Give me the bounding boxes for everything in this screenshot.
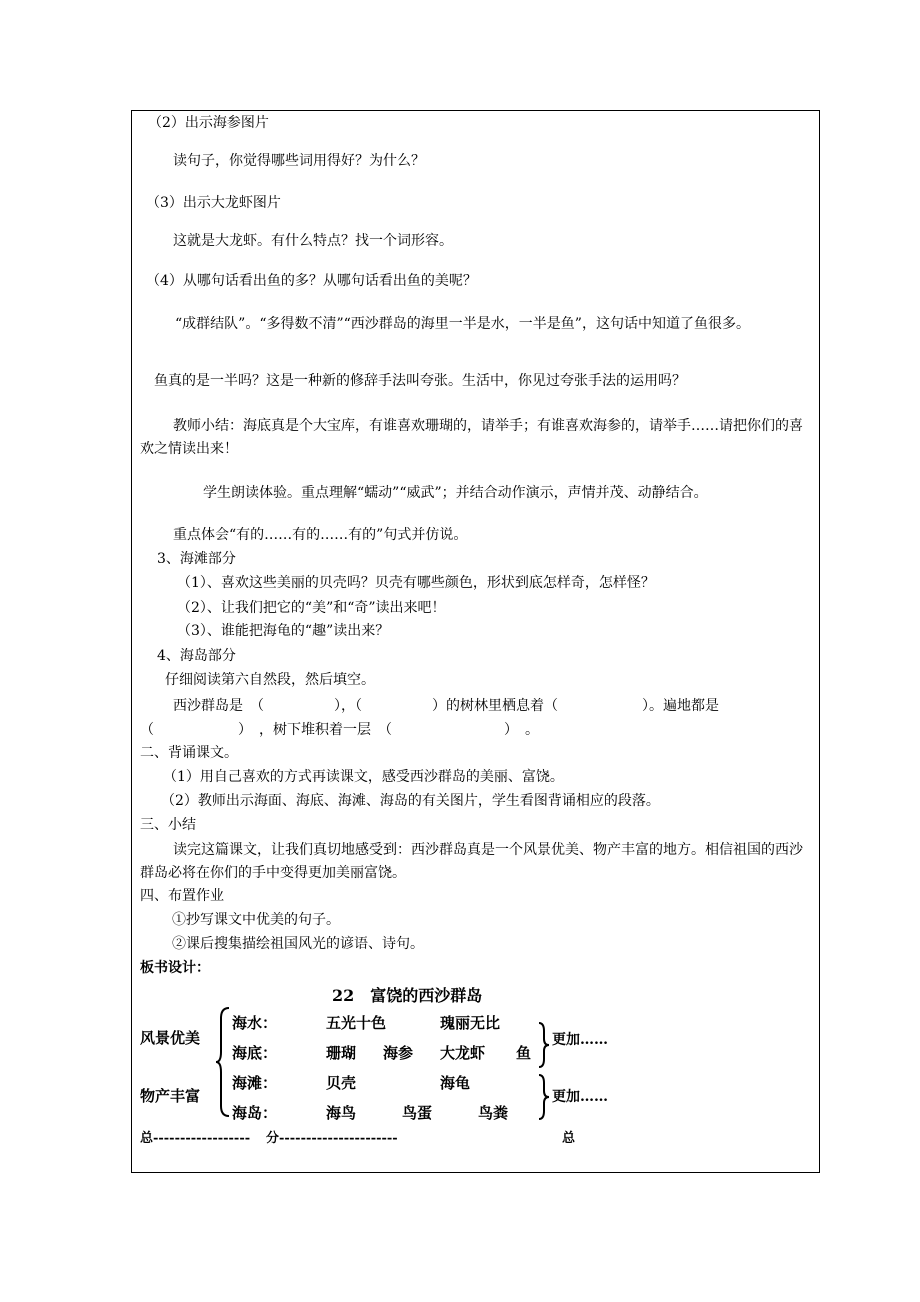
board-title: 22 富饶的西沙群岛 [332, 986, 483, 1005]
beach-q1: （1）、喜欢这些美丽的贝壳吗？贝壳有哪些颜色，形状到底怎样奇，怎样怪？ [177, 575, 655, 591]
right-brace-bottom-icon [537, 1073, 551, 1121]
recite-1: （1）用自己喜欢的方式再读课文，感受西沙群岛的美丽、富饶。 [163, 769, 564, 785]
step-lobster: （3）出示大龙虾图片 [146, 195, 281, 211]
footer-divide: 分---------------------- [266, 1131, 398, 1146]
homework-2: ②课后搜集描绘祖国风光的谚语、诗句。 [172, 936, 424, 952]
board-item: 海参 [383, 1044, 414, 1062]
board-left-scenery: 风景优美 [140, 1029, 201, 1047]
question-good-words: 读句子，你觉得哪些词用得好？为什么？ [173, 153, 425, 169]
board-right-more-bottom: 更加…… [552, 1089, 608, 1105]
beach-q3: （3）、谁能把海龟的“趣”读出来？ [177, 623, 390, 639]
board-item: 瑰丽无比 [440, 1014, 501, 1032]
lobster-describe: 这就是大龙虾。有什么特点？找一个词形容。 [173, 233, 453, 249]
section-summary: 三、小结 [140, 817, 196, 833]
fish-many: “成群结队”。“多得数不清”“西沙群岛的海里一半是水，一半是鱼”，这句话中知道了鱼很多。 [175, 316, 750, 332]
board-item: 海龟 [440, 1074, 471, 1092]
teacher-summary: 教师小结：海底真是个大宝库，有谁喜欢珊瑚的，请举手；有谁喜欢海参的，请举手……请把你们的喜欢之情读出来！ [140, 418, 803, 457]
board-item: 珊瑚 [326, 1044, 357, 1062]
board-row-label-seabed: 海底： [232, 1044, 278, 1062]
fill-in-blank: 西沙群岛是 （ ），（ ）的树林里栖息着（ ）。遍地都是 （ ） ，树下堆积着一层 （ ） 。 [140, 698, 733, 738]
board-row-label-beach: 海滩： [232, 1074, 278, 1092]
board-item: 海鸟 [326, 1104, 357, 1122]
step-fish: （4）从哪句话看出鱼的多？从哪句话看出鱼的美呢？ [146, 273, 477, 289]
board-item: 大龙虾 [440, 1044, 486, 1062]
board-item: 贝壳 [326, 1074, 357, 1092]
recite-2: （2）教师出示海面、海底、海滩、海岛的有关图片，学生看图背诵相应的段落。 [161, 793, 660, 809]
board-item: 鸟粪 [478, 1104, 509, 1122]
board-item: 鸟蛋 [402, 1104, 433, 1122]
left-brace-icon [214, 1006, 232, 1118]
board-right-more-top: 更加…… [552, 1032, 608, 1048]
step-sea-cucumber: （2）出示海参图片 [148, 115, 269, 131]
board-row-label-water: 海水： [232, 1014, 278, 1032]
section-recite: 二、背诵课文。 [140, 745, 238, 761]
beach-section: 3、海滩部分 [157, 551, 236, 567]
board-row-label-island: 海岛： [232, 1104, 278, 1122]
homework-1: ①抄写课文中优美的句子。 [172, 912, 340, 928]
board-left-products: 物产丰富 [140, 1087, 201, 1105]
read-paragraph: 仔细阅读第六自然段，然后填空。 [165, 672, 375, 688]
hyperbole-question: 鱼真的是一半吗？这是一种新的修辞手法叫夸张。生活中，你见过夸张手法的运用吗？ [154, 373, 686, 389]
beach-q2: （2）、让我们把它的“美”和“奇”读出来吧！ [177, 600, 446, 616]
footer-total-left: 总------------------ [140, 1131, 251, 1146]
student-reading: 学生朗读体验。重点理解“蠕动”“威武”；并结合动作演示，声情并茂、动静结合。 [203, 485, 708, 501]
sentence-pattern: 重点体会“有的……有的……有的”句式并仿说。 [173, 527, 468, 543]
footer-total-right: 总 [562, 1131, 576, 1146]
board-item: 五光十色 [326, 1014, 387, 1032]
summary-text: 读完这篇课文，让我们真切地感受到：西沙群岛真是一个风景优美、物产丰富的地方。相信祖国的西沙群岛必将在你们的手中变得更加美丽富饶。 [140, 842, 803, 881]
island-section: 4、海岛部分 [157, 648, 236, 664]
right-brace-top-icon [537, 1021, 551, 1069]
board-item: 鱼 [516, 1044, 532, 1062]
section-homework: 四、布置作业 [140, 888, 224, 904]
board-design-label: 板书设计： [140, 960, 210, 976]
